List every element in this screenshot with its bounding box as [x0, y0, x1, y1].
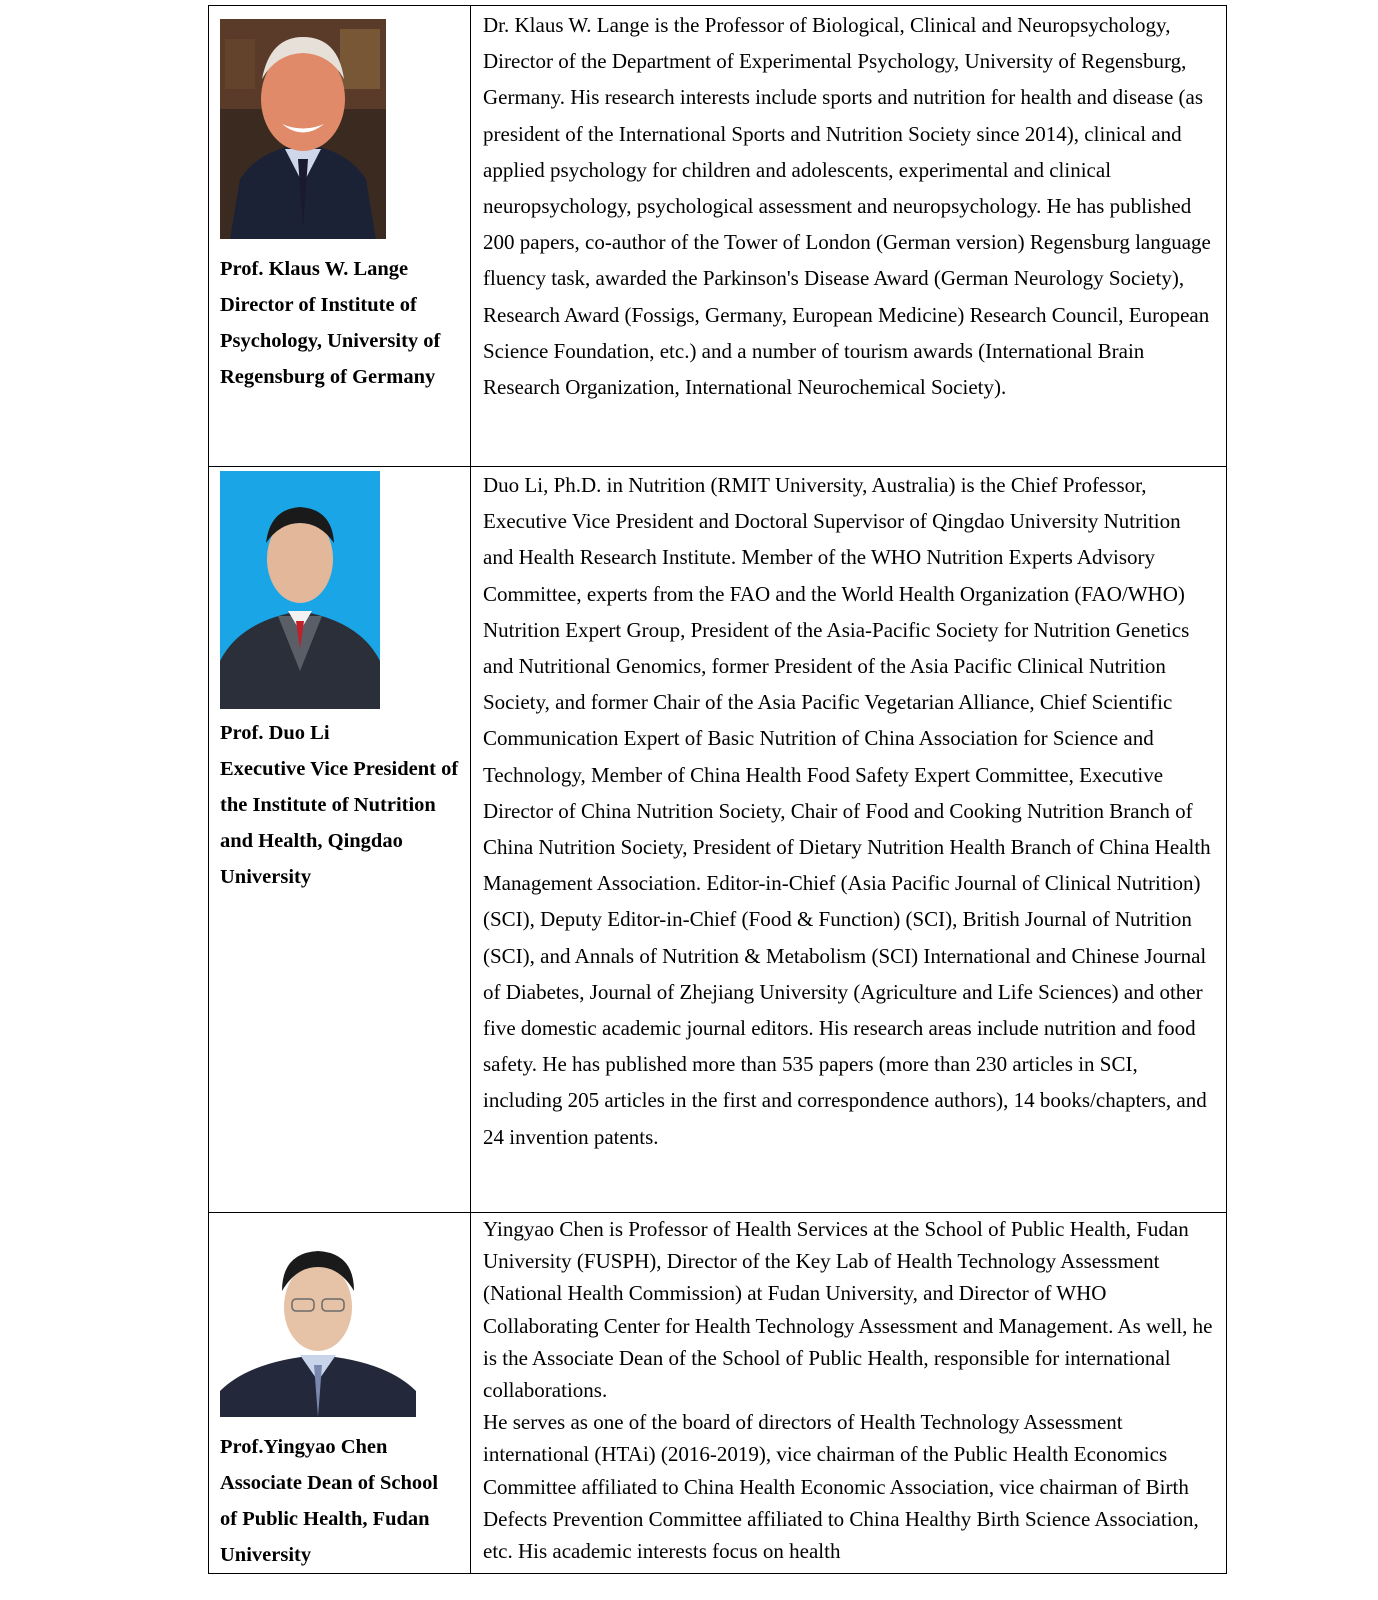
biography-text — [483, 7, 1214, 405]
person-title: Associate Dean of School of Public Health, Fudan University — [220, 1472, 439, 1566]
portrait-photo-chen — [220, 1231, 416, 1417]
name-block — [220, 715, 460, 895]
profile-cell — [209, 1213, 471, 1574]
name-block — [220, 251, 460, 395]
biography-text — [483, 467, 1214, 1155]
bio-paragraph: Dr. Klaus W. Lange is the Professor of Biological, Clinical and Neuropsychology, Director of the Department of Experimental Psychology, University of Regensburg, Germany. His research interests include sports and nutrition for health and disease (as president of the International Sports and Nutrition Society since 2014), clinical and applied psychology for children and adolescents, experimental and clinical neuropsychology, psychological assessment and neuropsychology. He has published 200 papers, co-author of the Tower of London (German version) Regensburg language fluency task, awarded the Parkinson's Disease Award (German Neurology Society), Research Award (Fossigs, Germany, European Medicine) Research Council, European Science Foundation, etc.) and a number of tourism awards (International Brain Research Organization, International Neurochemical Society). — [483, 13, 1211, 400]
person-name: Prof. Klaus W. Lange — [220, 258, 409, 280]
profile-cell — [209, 467, 471, 1213]
bio-paragraph: Yingyao Chen is Professor of Health Services at the School of Public Health, Fudan University (FUSPH), Director of the Key Lab of Health Technology Assessment (National Health Commission) at Fudan University, and Director of WHO Collaborating Center for Health Technology Assessment and Management. As well, he is the Associate Dean of the School of Public Health, responsible for international collaborations. — [483, 1217, 1213, 1403]
speaker-bio-table — [208, 5, 1227, 1574]
biography-cell — [471, 1213, 1227, 1574]
person-title: Director of Institute of Psychology, University of Regensburg of Germany — [220, 294, 441, 388]
table-row — [209, 1213, 1227, 1574]
table-row — [209, 6, 1227, 467]
person-name: Prof. Duo Li — [220, 722, 330, 744]
bio-paragraph: He serves as one of the board of directors of Health Technology Assessment international (HTAi) (2016-2019), vice chairman of the Public Health Economics Committee affiliated to China Health Economic Association, vice chairman of Birth Defects Prevention Committee affiliated to China Healthy Birth Science Association, etc. His academic interests focus on health — [483, 1410, 1199, 1564]
profile-cell — [209, 6, 471, 467]
person-name: Prof.Yingyao Chen — [220, 1436, 388, 1458]
table-row — [209, 467, 1227, 1213]
biography-cell — [471, 467, 1227, 1213]
biography-cell — [471, 6, 1227, 467]
bio-paragraph: Duo Li, Ph.D. in Nutrition (RMIT University, Australia) is the Chief Professor, Executive Vice President and Doctoral Supervisor of Qingdao University Nutrition and Health Research Institute. Member of the WHO Nutrition Experts Advisory Committee, experts from the FAO and the World Health Organization (FAO/WHO) Nutrition Expert Group, President of the Asia-Pacific Society for Nutrition Genetics and Nutritional Genomics, former President of the Asia Pacific Clinical Nutrition Society, and former Chair of the Asia Pacific Vegetarian Alliance, Chief Scientific Communication Expert of Basic Nutrition of China Association for Science and Technology, Member of China Health Food Safety Expert Committee, Executive Director of China Nutrition Society, Chair of Food and Cooking Nutrition Branch of China Nutrition Society, President of Dietary Nutrition Health Branch of China Health Management Association. Editor-in-Chief (Asia Pacific Journal of Clinical Nutrition) (SCI), Deputy Editor-in-Chief (Food & Function) (SCI), British Journal of Nutrition (SCI), and Annals of Nutrition & Metabolism (SCI) International and Chinese Journal of Diabetes, Journal of Zhejiang University (Agriculture and Life Sciences) and other five domestic academic journal editors. His research areas include nutrition and food safety. He has published more than 535 papers (more than 230 articles in SCI, including 205 articles in the first and correspondence authors), 14 books/chapters, and 24 invention patents. — [483, 473, 1211, 1149]
biography-text — [483, 1213, 1214, 1567]
person-title: Executive Vice President of the Institute of Nutrition and Health, Qingdao University — [220, 758, 459, 888]
portrait-photo-li — [220, 471, 380, 709]
portrait-photo-lange — [220, 19, 386, 239]
name-block — [220, 1429, 460, 1573]
